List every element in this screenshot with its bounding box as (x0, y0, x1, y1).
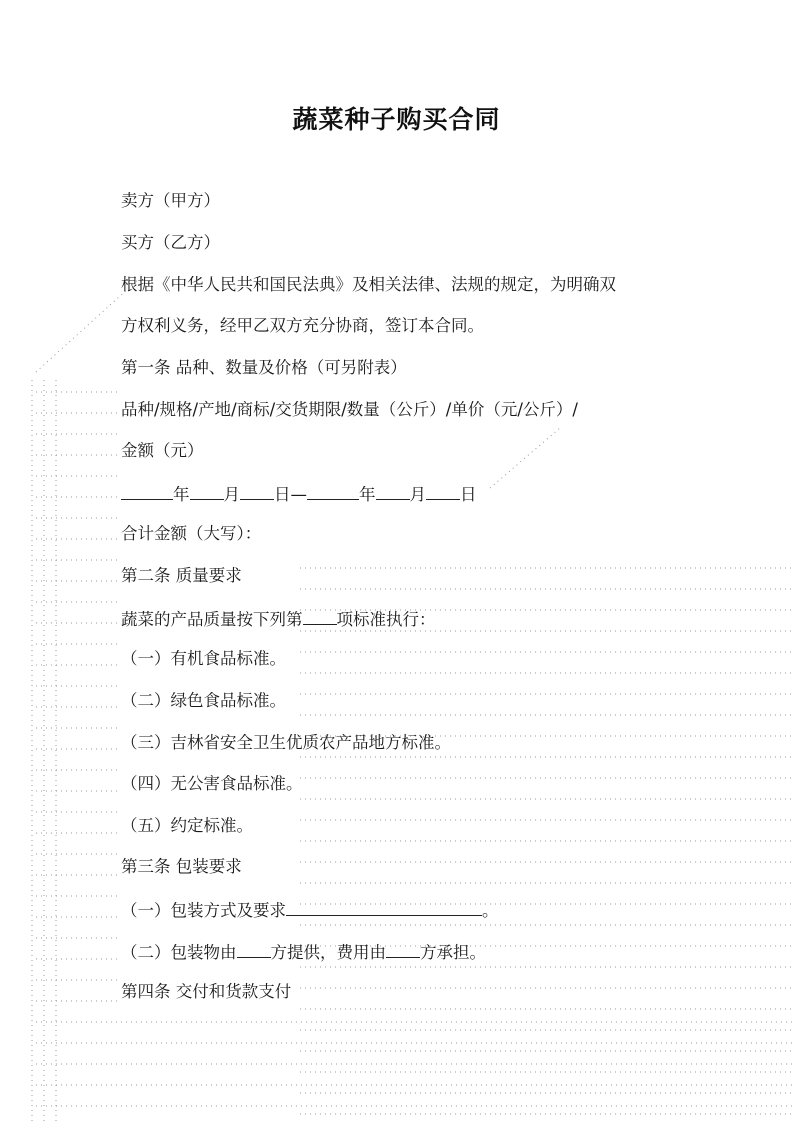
packaging-method-end: 。 (482, 901, 499, 920)
preamble-line-2: 方权利义务，经甲乙双方充分协商，签订本合同。 (121, 316, 484, 335)
quality-standard-item: （五）约定标准。 (121, 816, 253, 835)
quality-standard-item: （三）吉林省安全卫生优质农产品地方标准。 (121, 733, 451, 752)
buyer-line: 买方（乙方） (121, 233, 220, 252)
quality-standard-intro (121, 608, 436, 630)
start-month-blank (190, 483, 224, 500)
delivery-date-range (121, 483, 477, 505)
end-year-blank (307, 483, 359, 500)
date-year2-label: 年 (359, 485, 376, 504)
date-year-label: 年 (173, 485, 190, 504)
standard-number-blank (303, 608, 337, 625)
article-1-heading: 第一条 品种、数量及价格（可另附表） (121, 358, 407, 377)
quality-intro-text-a: 蔬菜的产品质量按下列第 (121, 610, 303, 629)
quality-standard-item: （一）有机食品标准。 (121, 649, 286, 668)
article-1-fields-line-2: 金额（元） (121, 441, 204, 460)
document-title: 蔬菜种子购买合同 (292, 105, 501, 134)
packaging-provider-blank (237, 941, 271, 958)
packaging-provider-label: （二）包装物由 (121, 943, 237, 962)
preamble-line-1: 根据《中华人民共和国民法典》及相关法律、法规的规定，为明确双 (121, 275, 616, 294)
article-1-fields-line-1: 品种/规格/产地/商标/交货期限/数量（公斤）/单价（元/公斤）/ (121, 400, 578, 419)
seller-line: 卖方（甲方） (121, 191, 220, 210)
article-3-heading: 第三条 包装要求 (121, 857, 242, 876)
date-month2-label: 月 (409, 485, 426, 504)
total-amount-line: 合计金额（大写）： (121, 524, 262, 543)
packaging-cost-end: 方承担。 (420, 943, 486, 962)
quality-intro-text-b: 项标准执行： (336, 610, 436, 629)
end-month-blank (376, 483, 410, 500)
packaging-method-blank (286, 899, 482, 916)
packaging-method-label: （一）包装方式及要求 (121, 901, 286, 920)
date-day2-label: 日 (460, 485, 477, 504)
article-4-heading: 第四条 交付和货款支付 (121, 982, 292, 1001)
article-2-heading: 第二条 质量要求 (121, 566, 242, 585)
date-day-dash-label: 日— (274, 485, 307, 504)
packaging-cost-line (121, 941, 486, 963)
quality-standard-item: （二）绿色食品标准。 (121, 691, 286, 710)
packaging-method-line (121, 899, 499, 921)
packaging-cost-label: 方提供，费用由 (270, 943, 386, 962)
end-day-blank (426, 483, 460, 500)
quality-standard-item: （四）无公害食品标准。 (121, 774, 303, 793)
start-year-blank (121, 483, 173, 500)
date-month-label: 月 (223, 485, 240, 504)
start-day-blank (240, 483, 274, 500)
cost-bearer-blank (386, 941, 420, 958)
